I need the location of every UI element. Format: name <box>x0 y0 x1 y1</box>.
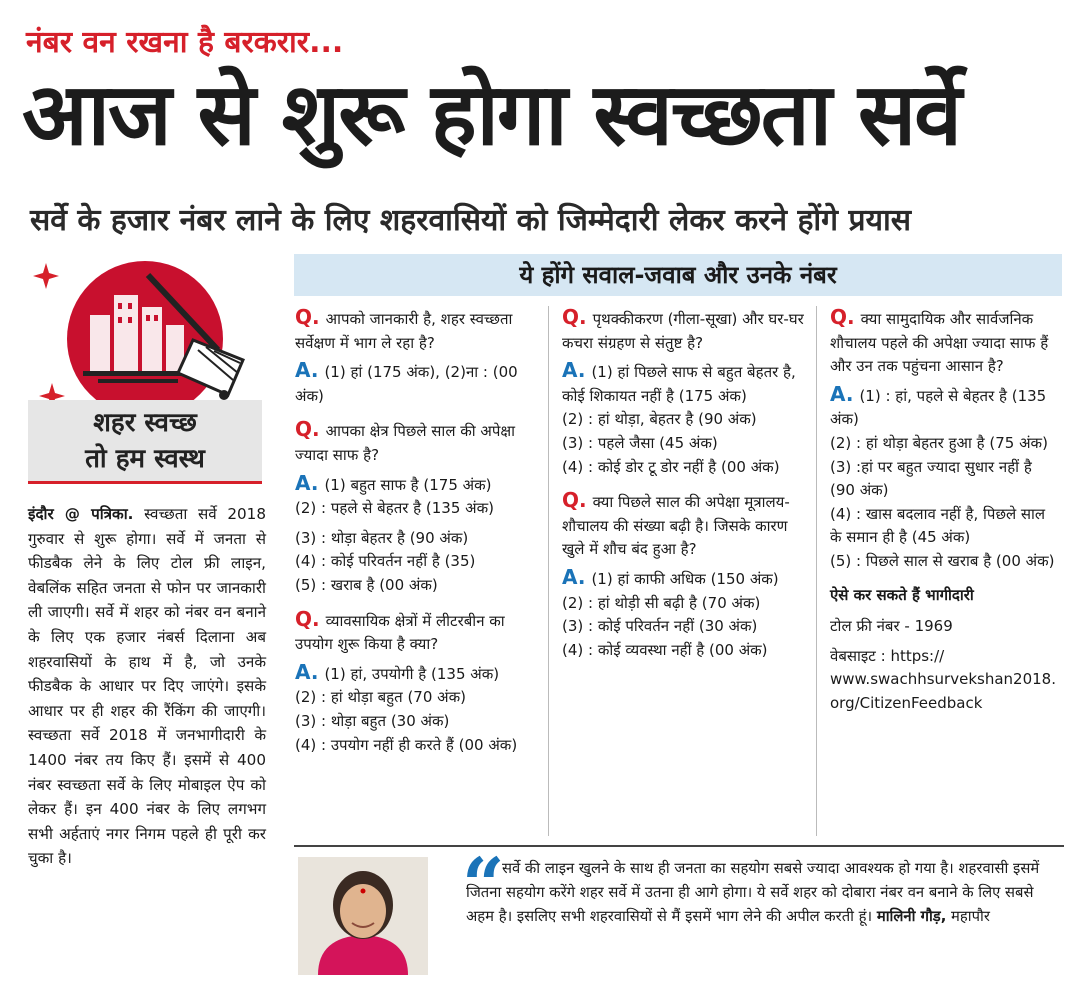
qa-column-2 <box>562 306 804 672</box>
qa-column-3 <box>830 306 1060 716</box>
mayor-portrait <box>298 857 428 975</box>
website-label: वेबसाइट : https:// <box>830 646 945 665</box>
qa-title: ये होंगे सवाल-जवाब और उनके नंबर <box>294 254 1062 296</box>
answer-marker: A. <box>830 381 854 406</box>
answer-option: (2) : हां थोड़ा, बेहतर है (90 अंक) <box>562 410 757 429</box>
logo-line-2: तो हम स्वस्थ <box>85 444 205 474</box>
question-marker: Q. <box>562 305 587 329</box>
clean-city-logo <box>28 255 262 487</box>
question: व्यावसायिक क्षेत्रों में लीटरबीन का उपयोग शुरू किया है क्या? <box>295 611 505 654</box>
tollfree-number: टोल फ्री नंबर - 1969 <box>830 617 953 636</box>
question-marker: Q. <box>295 417 320 442</box>
answer-option: (2) : हां थोड़ा बेहतर हुआ है (75 अंक) <box>830 433 1048 452</box>
question-marker: Q. <box>295 305 320 329</box>
answer-option: (5) : खराब है (00 अंक) <box>295 575 438 594</box>
website-link[interactable]: www.swachhsurvekshan2018.org/CitizenFeedback <box>830 670 1056 712</box>
question: आपका क्षेत्र पिछले साल की अपेक्षा ज्यादा साफ है? <box>295 422 516 464</box>
answer-option: (2) : पहले से बेहतर है (135 अंक) <box>295 499 494 518</box>
answer-option: (1) बहुत साफ है (175 अंक) <box>324 475 492 494</box>
qa-item <box>562 489 804 662</box>
question: क्या पिछले साल की अपेक्षा मूत्रालय- शौचालय की संख्या बढ़ी है। जिसके कारण खुले में शौच बंद हुआ है? <box>562 493 790 559</box>
answer-marker: A. <box>562 564 586 589</box>
answer-option: (2) : हां थोड़ी सी बढ़ी है (70 अंक) <box>562 593 761 612</box>
answer-option: (4) : खास बदलाव नहीं है, पिछले साल के समान ही है (45 अंक) <box>830 504 1046 547</box>
answer-marker: A. <box>562 358 586 383</box>
answer-marker: A. <box>295 358 319 383</box>
answer-option: (1) : हां, पहले से बेहतर है (135 अंक) <box>830 386 1047 429</box>
answer-marker: A. <box>295 659 319 684</box>
qa-item <box>830 306 1060 574</box>
subheadline: सर्वे के हजार नंबर लाने के लिए शहरवासियों को जिम्मेदारी लेकर करने होंगे प्रयास <box>30 203 912 238</box>
question-marker: Q. <box>830 305 855 329</box>
quote-text <box>466 857 1058 929</box>
answer-option: (2) : हां थोड़ा बहुत (70 अंक) <box>295 688 466 707</box>
kicker: नंबर वन रखना है बरकरार... <box>26 25 344 60</box>
answer-option: (3) : पहले जैसा (45 अंक) <box>562 433 718 452</box>
answer-option: (1) हां पिछले साफ से बहुत बेहतर है, कोई शिकायत नहीं है (175 अंक) <box>562 363 796 405</box>
headline: आज से शुरू होगा स्वच्छता सर्वे <box>22 65 960 165</box>
answer-option: (3) :हां पर बहुत ज्यादा सुधार नहीं है (90 अंक) <box>830 457 1032 500</box>
answer-option: (3) : थोड़ा बहुत (30 अंक) <box>295 711 450 730</box>
answer-option: (3) : थोड़ा बेहतर है (90 अंक) <box>295 528 469 547</box>
answer-option: (4) : कोई व्यवस्था नहीं है (00 अंक) <box>562 640 768 659</box>
dateline: इंदौर @ पत्रिका. <box>28 505 134 523</box>
question-marker: Q. <box>562 488 587 513</box>
answer-marker: A. <box>295 470 319 495</box>
answer-option: (3) : कोई परिवर्तन नहीं (30 अंक) <box>562 617 758 636</box>
qa-item <box>295 418 527 597</box>
answer-option: (4) : कोई डोर टू डोर नहीं है (00 अंक) <box>562 457 780 476</box>
qa-item <box>295 608 527 758</box>
question: क्या सामुदायिक और सार्वजनिक शौचालय पहले की अपेक्षा ज्यादा साफ हैं और उन तक पहुंचना आसान है? <box>830 310 1049 376</box>
quote-role: महापौर <box>951 908 990 925</box>
answer-option: (5) : पिछले साल से खराब है (00 अंक) <box>830 551 1055 570</box>
participation-title: ऐसे कर सकते हैं भागीदारी <box>830 585 974 604</box>
qa-item <box>295 306 527 408</box>
answer-option: (1) हां काफी अधिक (150 अंक) <box>591 569 779 588</box>
quote-body: सर्वे की लाइन खुलने के साथ ही जनता का सहयोग सबसे ज्यादा आवश्यक हो गया है। शहरवासी इसमें जितना सहयोग करेंगे शहर सर्वे में उतना ही आगे होगा। ये सर्वे शहर को दोबारा नंबर वन बनाने के लिए सबसे अहम है। इसलिए सभी शहरवासियों से मैं इसमें भाग लेने की अपील करती हूं। <box>466 860 1040 925</box>
quote-author: मालिनी गौड़, <box>876 908 947 925</box>
column-divider <box>816 306 817 836</box>
answer-option: (4) : कोई परिवर्तन नहीं है (35) <box>295 552 476 571</box>
answer-option: (1) हां, उपयोगी है (135 अंक) <box>324 664 500 683</box>
qa-item <box>562 306 804 479</box>
question-marker: Q. <box>295 606 320 631</box>
question: आपको जानकारी है, शहर स्वच्छता सर्वेक्षण में भाग ले रहा है? <box>295 310 513 352</box>
qa-column-1 <box>295 306 527 767</box>
quote-mark-icon: “ <box>462 843 505 929</box>
intro-article <box>28 502 266 871</box>
answer-option: (1) हां (175 अंक), (2)ना : (00 अंक) <box>295 363 518 405</box>
logo-line-1: शहर स्वच्छ <box>93 408 197 438</box>
answer-option: (4) : उपयोग नहीं ही करते हैं (00 अंक) <box>295 735 518 754</box>
question: पृथक्कीकरण (गीला-सूखा) और घर-घर कचरा संग्रहण से संतुष्ट है? <box>562 310 804 352</box>
intro-body: स्वच्छता सर्वे 2018 गुरुवार से शुरू होगा। सर्वे में जनता से फीडबैक लेने के लिए टोल फ्री लाइन, वेबलिंक सहित जनता से फोन पर जानकारी ली जाएगी। सर्वे में शहर को नंबर वन बनाने के लिए एक हजार नंबर्स दिलाना अब शहरवासियों के हाथ में है, जो उनके फीडबैक के आधार पर दिए जाएंगे। इसके आधार पर ही शहर की रैंकिंग की जाएगी। स्वच्छता सर्वे 2018 में जनभागीदारी के 1400 नंबर तय किए हैं। इसमें से 400 नंबर स्वच्छता सर्वे के लिए मोबाइल ऐप को लेकर हैं। इन 400 नंबर के लिए लगभग सभी अर्हताएं नगर निगम पहले ही पूरी कर चुका है। <box>28 505 266 868</box>
mayor-quote-box <box>294 845 1064 973</box>
column-divider <box>548 306 549 836</box>
